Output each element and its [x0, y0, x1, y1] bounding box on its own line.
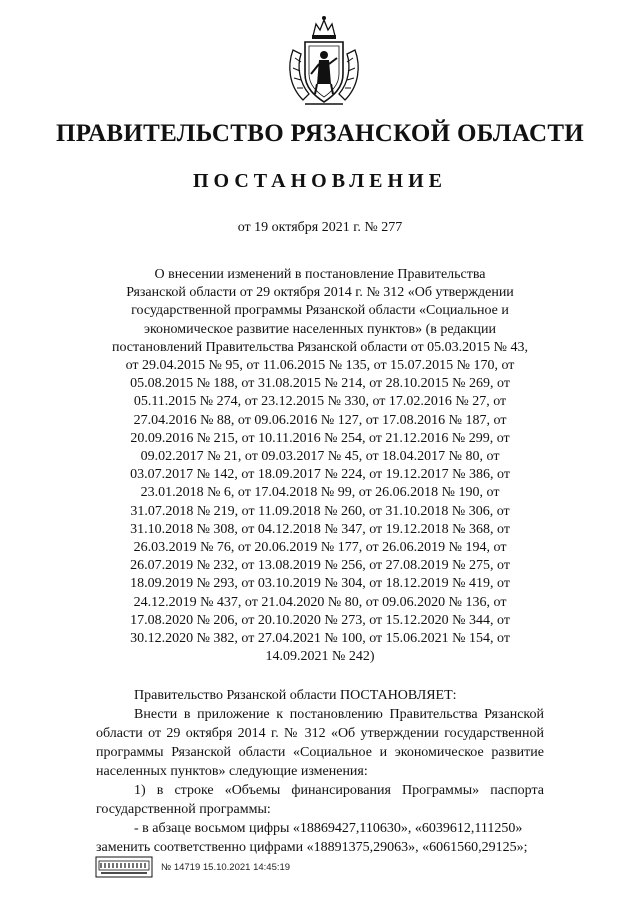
title-line: 31.07.2018 № 219, от 11.09.2018 № 260, от 31.10.2018 № 306, от [130, 503, 510, 519]
title-line: 09.02.2017 № 21, от 09.03.2017 № 45, от 18.04.2017 № 80, от [140, 449, 500, 465]
title-line: 05.08.2015 № 188, от 31.08.2015 № 214, от 28.10.2015 № 269, от [130, 376, 510, 392]
title-line: 30.12.2020 № 382, от 27.04.2021 № 100, от 15.06.2021 № 154, от [130, 631, 510, 647]
document-type: ПОСТАНОВЛЕНИЕ [193, 170, 447, 192]
title-line: постановлений Правительства Рязанской области от 05.03.2015 № 43, [111, 339, 529, 355]
title-line: 26.07.2019 № 232, от 13.08.2019 № 256, от 27.08.2019 № 275, от [130, 558, 510, 574]
title-line: государственной программы Рязанской области «Социальное и [131, 303, 509, 319]
registration-number: № 14719 15.10.2021 14:45:19 [161, 861, 291, 873]
resolves-paragraph: Правительство Рязанской области ПОСТАНОВЛЯЕТ: [134, 688, 457, 703]
item-1a-continuation: заменить соответственно цифрами «18891375,29063», «6061560,29125»; [96, 840, 528, 855]
title-line: экономическое развитие населенных пунктов» (в редакции [143, 321, 497, 337]
document-body [96, 686, 544, 857]
title-line: 20.09.2016 № 215, от 10.11.2016 № 254, от 21.12.2016 № 299, от [130, 430, 510, 446]
government-title: ПРАВИТЕЛЬСТВО РЯЗАНСКОЙ ОБЛАСТИ [55, 120, 585, 147]
title-line: 03.07.2017 № 142, от 18.09.2017 № 224, от 19.12.2017 № 386, от [130, 467, 510, 483]
title-line: от 29.04.2015 № 95, от 11.06.2015 № 135, от 15.07.2015 № 170, от [125, 358, 515, 374]
title-line: 27.04.2016 № 88, от 09.06.2016 № 127, от 17.08.2016 № 187, от [133, 412, 507, 428]
registration-footer [95, 856, 290, 878]
item-1a-paragraph: - в абзаце восьмом цифры «18869427,110630», «6039612,111250» [134, 821, 523, 836]
title-line: 26.03.2019 № 76, от 20.06.2019 № 177, от 26.06.2019 № 194, от [133, 540, 507, 556]
document-date-number: от 19 октября 2021 г. № 277 [237, 220, 403, 235]
coat-of-arms-icon [283, 14, 365, 110]
title-line: 18.09.2019 № 293, от 03.10.2019 № 304, от 18.12.2019 № 419, от [130, 576, 510, 592]
title-line: 23.01.2018 № 6, от 17.04.2018 № 99, от 26.06.2018 № 190, от [140, 485, 500, 501]
title-line: 05.11.2015 № 274, от 23.12.2015 № 330, от 17.02.2016 № 27, от [133, 394, 507, 410]
intro-paragraph: Внести в приложение к постановлению Правительства Рязанской области от 29 октября 2014 г. № 312 «Об утверждении государственной программы Рязанской области «Социальное и экономическое развитие населенных пунктов» следующие изменения: [96, 707, 544, 779]
title-line: Рязанской области от 29 октября 2014 г. № 312 «Об утверждении [126, 285, 514, 301]
title-line: 17.08.2020 № 206, от 20.10.2020 № 273, от 15.12.2020 № 344, от [130, 612, 510, 628]
stamp-icon [95, 856, 153, 878]
document-title [86, 266, 554, 666]
item-1-paragraph: 1) в строке «Объемы финансирования Программы» паспорта государственной программы: [96, 783, 544, 817]
title-line: 24.12.2019 № 437, от 21.04.2020 № 80, от 09.06.2020 № 136, от [133, 594, 507, 610]
title-line: 31.10.2018 № 308, от 04.12.2018 № 347, от 19.12.2018 № 368, от [130, 521, 510, 537]
title-line: 14.09.2021 № 242) [265, 649, 375, 665]
title-line: О внесении изменений в постановление Правительства [154, 267, 486, 282]
